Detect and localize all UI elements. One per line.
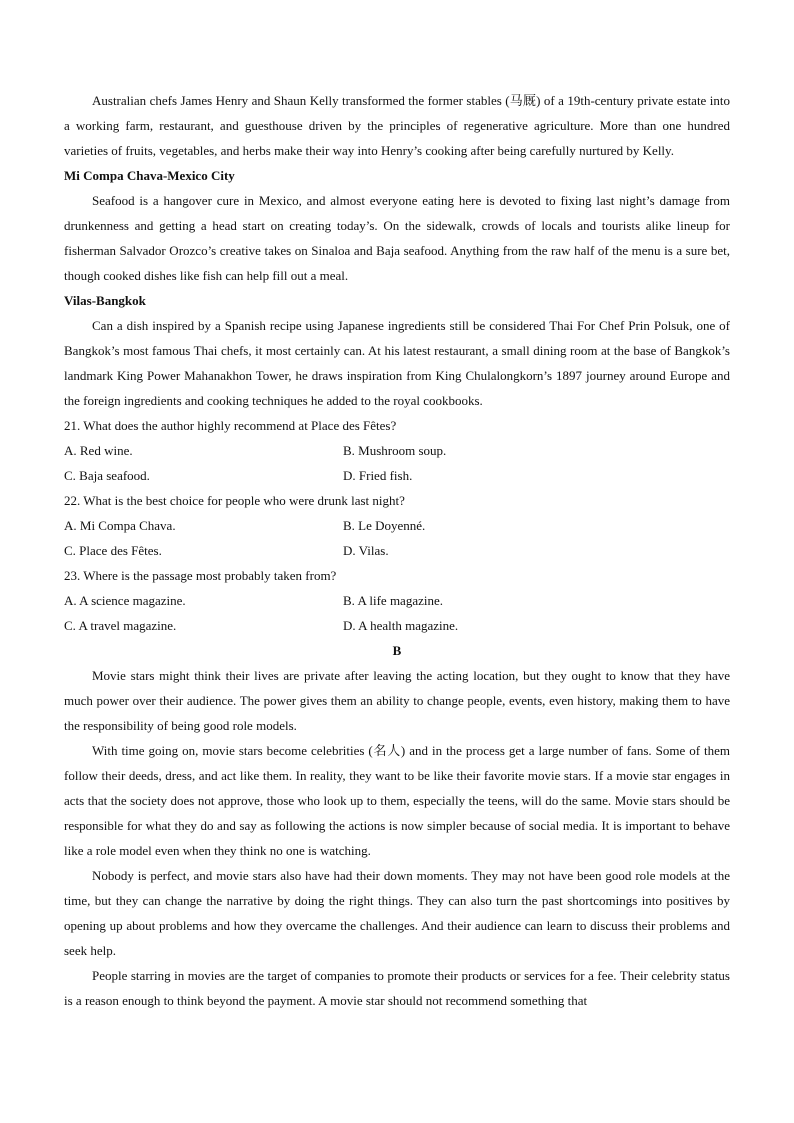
- option-row: [64, 438, 730, 463]
- option-b: B. Le Doyenné.: [343, 518, 426, 533]
- option-c: C. A travel magazine.: [64, 618, 177, 633]
- option-row: [64, 463, 730, 488]
- option-row: [64, 513, 730, 538]
- option-row: [64, 613, 730, 638]
- option-d: D. Fried fish.: [343, 468, 413, 483]
- passage-a-paragraph-1: Australian chefs James Henry and Shaun Kelly transformed the former stables (马厩) of a 19th-century private estate into a working farm, restaurant, and guesthouse driven by the principles of regenerative agriculture. More than one hundred varieties of fruits, vegetables, and herbs make their way into Henry’s cooking after being carefully nurtured by Kelly.: [64, 93, 730, 158]
- option-d: D. Vilas.: [343, 543, 389, 558]
- option-row: [64, 588, 730, 613]
- option-a: A. Red wine.: [64, 443, 133, 458]
- option-b: B. Mushroom soup.: [343, 443, 447, 458]
- restaurant-heading-mi-compa-chava: Mi Compa Chava-Mexico City: [64, 168, 235, 183]
- passage-b-paragraph-1: Movie stars might think their lives are private after leaving the acting location, but they ought to know that they have much power over their audience. The power gives them an ability to change people, events, even history, making them to have the responsibility of being good role models.: [64, 668, 730, 733]
- restaurant-heading-vilas: Vilas-Bangkok: [64, 293, 146, 308]
- passage-b-paragraph-4: People starring in movies are the target of companies to promote their products or services for a fee. Their celebrity status is a reason enough to think beyond the payment. A movie star should not recommend something that: [64, 968, 730, 1008]
- option-c: C. Baja seafood.: [64, 468, 150, 483]
- option-c: C. Place des Fêtes.: [64, 543, 162, 558]
- passage-a-paragraph-3: Can a dish inspired by a Spanish recipe using Japanese ingredients still be considered Thai For Chef Prin Polsuk, one of Bangkok’s most famous Thai chefs, it most certainly can. At his latest restaurant, a small dining room at the base of Bangkok’s landmark King Power Mahanakhon Tower, he draws inspiration from King Chulalongkorn’s 1897 journey around Europe and the foreign ingredients and cooking techniques he added to the royal cookbooks.: [64, 318, 730, 408]
- option-a: A. A science magazine.: [64, 593, 186, 608]
- option-b: B. A life magazine.: [343, 593, 444, 608]
- option-d: D. A health magazine.: [343, 618, 459, 633]
- document-page: [64, 88, 730, 1013]
- passage-b-paragraph-3: Nobody is perfect, and movie stars also have had their down moments. They may not have been good role models at the time, but they can change the narrative by doing the right things. They can also turn the past shortcomings into positives by opening up about problems and how they overcame the challenges. And their audience can learn to discuss their problems and seek help.: [64, 868, 730, 958]
- section-b-title: B: [392, 643, 402, 658]
- passage-b-paragraph-2: With time going on, movie stars become celebrities (名人) and in the process get a large number of fans. Some of them follow their deeds, dress, and act like them. In reality, they want to be like their favorite movie stars. If a movie star engages in acts that the society does not approve, those who look up to them, especially the teens, will do the same. Movie stars should be responsible for what they do and say as following the actions is now simpler because of social media. It is important to behave like a role model even when they think no one is watching.: [64, 743, 730, 858]
- question-23: [64, 563, 730, 638]
- question-text: 23. Where is the passage most probably taken from?: [64, 568, 337, 583]
- question-22: [64, 488, 730, 563]
- question-text: 21. What does the author highly recommend at Place des Fêtes?: [64, 418, 397, 433]
- passage-a-paragraph-2: Seafood is a hangover cure in Mexico, and almost everyone eating here is devoted to fixing last night’s damage from drunkenness and getting a head start on creating today’s. On the sidewalk, crowds of locals and tourists alike lineup for fisherman Salvador Orozco’s creative takes on Sinaloa and Baja seafood. Anything from the raw half of the menu is a sure bet, though cooked dishes like fish can help fill out a meal.: [64, 193, 730, 283]
- option-a: A. Mi Compa Chava.: [64, 518, 176, 533]
- option-row: [64, 538, 730, 563]
- question-21: [64, 413, 730, 488]
- question-text: 22. What is the best choice for people who were drunk last night?: [64, 493, 405, 508]
